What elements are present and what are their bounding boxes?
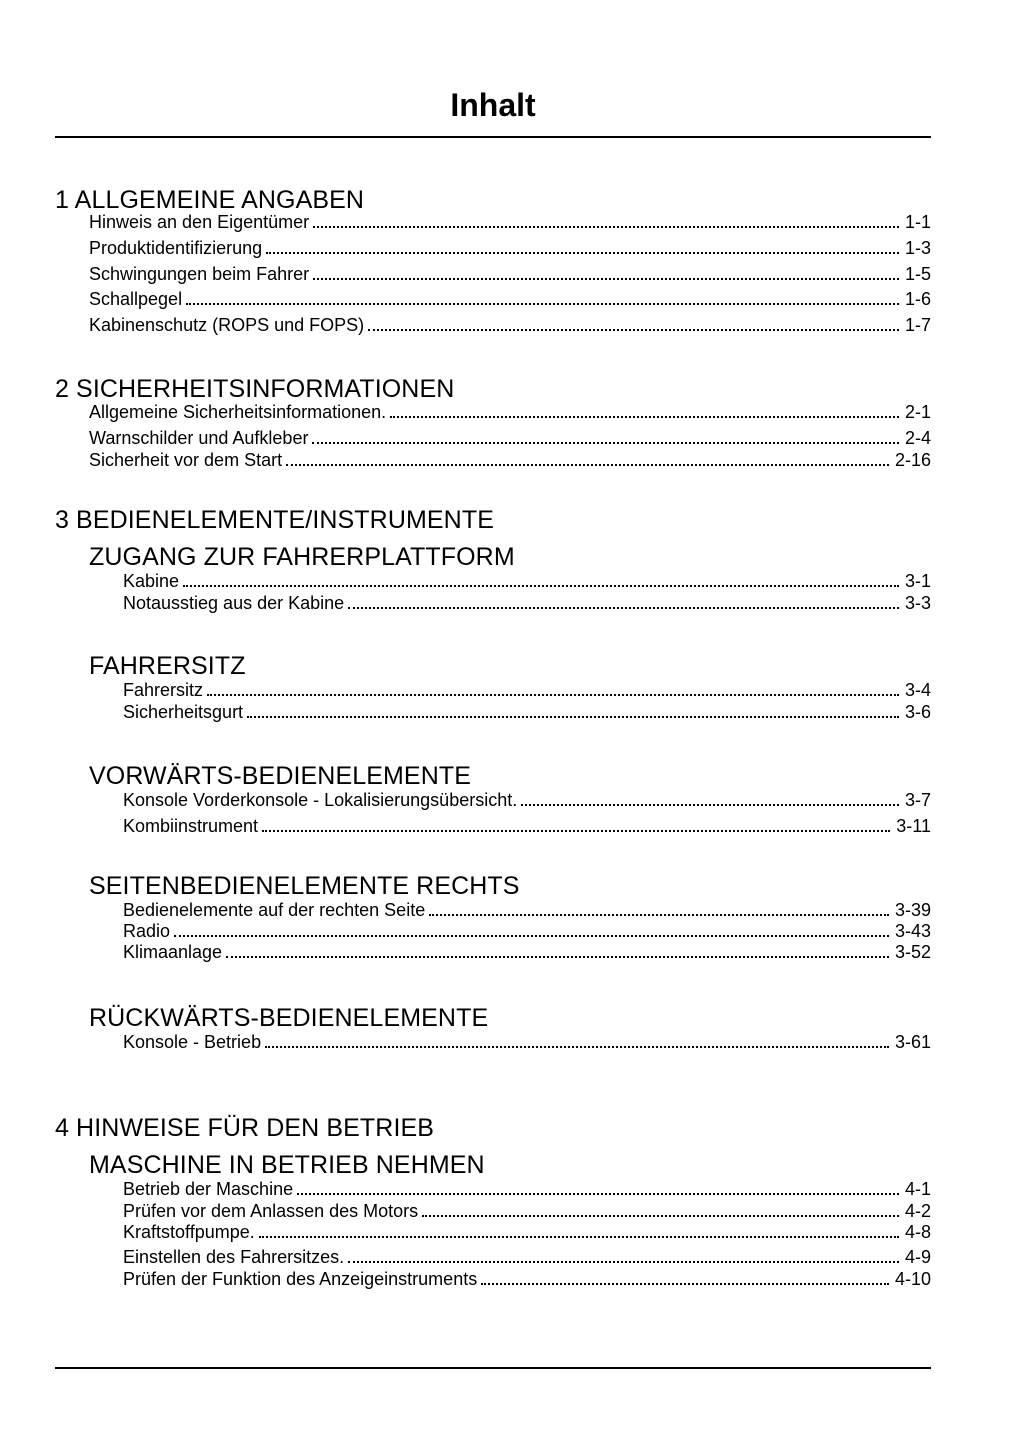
page-number: 1-7 — [904, 315, 931, 335]
entry-label: Prüfen vor dem Anlassen des Motors — [123, 1201, 419, 1221]
dot-leader — [297, 1193, 899, 1195]
toc-entry[interactable] — [123, 815, 931, 837]
subsection-heading[interactable]: ZUGANG ZUR FAHRERPLATTFORM — [89, 543, 515, 571]
page-number: 1-6 — [904, 289, 931, 309]
toc-entry[interactable] — [89, 211, 931, 233]
dot-leader — [174, 935, 889, 937]
page-number: 3-1 — [904, 571, 931, 591]
toc-entry[interactable] — [89, 288, 931, 310]
entry-label: Schallpegel — [89, 289, 183, 309]
page-number: 2-16 — [894, 450, 931, 470]
toc-entry[interactable] — [123, 701, 931, 723]
entry-label: Schwingungen beim Fahrer — [89, 264, 310, 284]
dot-leader — [481, 1283, 889, 1285]
toc-entry[interactable] — [123, 899, 931, 921]
page-title: Inhalt — [450, 87, 536, 123]
entry-label: Konsole Vorderkonsole - Lokalisierungsübersicht. — [123, 790, 518, 810]
page-number: 1-5 — [904, 264, 931, 284]
toc-entry[interactable] — [123, 1268, 931, 1290]
page-number: 2-1 — [904, 402, 931, 422]
page-number: 4-1 — [904, 1179, 931, 1199]
dot-leader — [313, 278, 899, 280]
entry-label: Bedienelemente auf der rechten Seite — [123, 900, 426, 920]
entry-label: Produktidentifizierung — [89, 238, 263, 258]
entry-label: Klimaanlage — [123, 942, 223, 962]
entry-label: Sicherheitsgurt — [123, 702, 244, 722]
entry-label: Radio — [123, 921, 171, 941]
dot-leader — [226, 956, 889, 958]
toc-entry[interactable] — [123, 1200, 931, 1222]
dot-leader — [312, 442, 899, 444]
entry-label: Kabinenschutz (ROPS und FOPS) — [89, 315, 365, 335]
bottom-divider — [55, 1367, 931, 1369]
entry-label: Warnschilder und Aufkleber — [89, 428, 309, 448]
subsection-heading[interactable]: VORWÄRTS-BEDIENELEMENTE — [89, 762, 471, 790]
dot-leader — [368, 329, 899, 331]
page-number: 3-52 — [894, 942, 931, 962]
page-number: 4-2 — [904, 1201, 931, 1221]
entry-label: Einstellen des Fahrersitzes. — [123, 1247, 345, 1267]
dot-leader — [429, 914, 889, 916]
dot-leader — [521, 804, 899, 806]
page-number: 1-1 — [904, 212, 931, 232]
entry-label: Notausstieg aus der Kabine — [123, 593, 345, 613]
entry-label: Kombiinstrument — [123, 816, 259, 836]
entry-label: Hinweis an den Eigentümer — [89, 212, 310, 232]
dot-leader — [390, 416, 899, 418]
page-number: 3-6 — [904, 702, 931, 722]
page-number: 3-7 — [904, 790, 931, 810]
toc-entry[interactable] — [123, 679, 931, 701]
dot-leader — [183, 585, 899, 587]
page-number: 3-11 — [896, 816, 931, 836]
entry-label: Kabine — [123, 571, 180, 591]
toc-entry[interactable] — [123, 1178, 931, 1200]
section-heading[interactable]: 3 BEDIENELEMENTE/INSTRUMENTE — [55, 506, 494, 534]
subsection-heading[interactable]: RÜCKWÄRTS-BEDIENELEMENTE — [89, 1004, 489, 1032]
dot-leader — [313, 226, 899, 228]
page-number: 2-4 — [904, 428, 931, 448]
toc-entry[interactable] — [123, 570, 931, 592]
dot-leader — [348, 1261, 899, 1263]
entry-label: Konsole - Betrieb — [123, 1032, 262, 1052]
page-number: 1-3 — [904, 238, 931, 258]
entry-label: Fahrersitz — [123, 680, 204, 700]
dot-leader — [422, 1215, 899, 1217]
page-number: 3-43 — [894, 921, 931, 941]
page-number: 4-10 — [894, 1269, 931, 1289]
toc-entry[interactable] — [123, 1246, 931, 1268]
toc-entry[interactable] — [123, 592, 931, 614]
page-number: 3-4 — [904, 680, 931, 700]
section-heading[interactable]: 1 ALLGEMEINE ANGABEN — [55, 186, 365, 214]
toc-entry[interactable] — [123, 941, 931, 963]
section-heading[interactable]: 4 HINWEISE FÜR DEN BETRIEB — [55, 1114, 435, 1142]
dot-leader — [265, 1046, 889, 1048]
dot-leader — [266, 252, 899, 254]
entry-label: Prüfen der Funktion des Anzeigeinstruments — [123, 1269, 478, 1289]
subsection-heading[interactable]: MASCHINE IN BETRIEB NEHMEN — [89, 1151, 485, 1179]
dot-leader — [348, 607, 899, 609]
dot-leader — [262, 830, 890, 832]
toc-entry[interactable] — [123, 1221, 931, 1243]
section-heading[interactable]: 2 SICHERHEITSINFORMATIONEN — [55, 375, 455, 403]
page-number: 4-8 — [904, 1222, 931, 1242]
subsection-heading[interactable]: FAHRERSITZ — [89, 652, 246, 680]
toc-entry[interactable] — [123, 1031, 931, 1053]
dot-leader — [286, 464, 889, 466]
dot-leader — [259, 1236, 899, 1238]
page-number: 3-39 — [894, 900, 931, 920]
toc-entry[interactable] — [123, 789, 931, 811]
page-number: 3-61 — [894, 1032, 931, 1052]
dot-leader — [207, 694, 899, 696]
entry-label: Betrieb der Maschine — [123, 1179, 294, 1199]
toc-entry[interactable] — [89, 401, 931, 423]
entry-label: Kraftstoffpumpe. — [123, 1222, 255, 1242]
entry-label: Sicherheit vor dem Start — [89, 450, 283, 470]
page-number: 3-3 — [904, 593, 931, 613]
subsection-heading[interactable]: SEITENBEDIENELEMENTE RECHTS — [89, 872, 520, 900]
toc-entry[interactable] — [123, 920, 931, 942]
entry-label: Allgemeine Sicherheitsinformationen. — [89, 402, 387, 422]
toc-entry[interactable] — [89, 449, 931, 471]
dot-leader — [186, 303, 899, 305]
toc-entry[interactable] — [89, 314, 931, 336]
toc-entry[interactable] — [89, 427, 931, 449]
page-number: 4-9 — [904, 1247, 931, 1267]
dot-leader — [247, 716, 899, 718]
top-divider — [55, 136, 931, 138]
toc-entry[interactable] — [89, 237, 931, 259]
toc-entry[interactable] — [89, 263, 931, 285]
